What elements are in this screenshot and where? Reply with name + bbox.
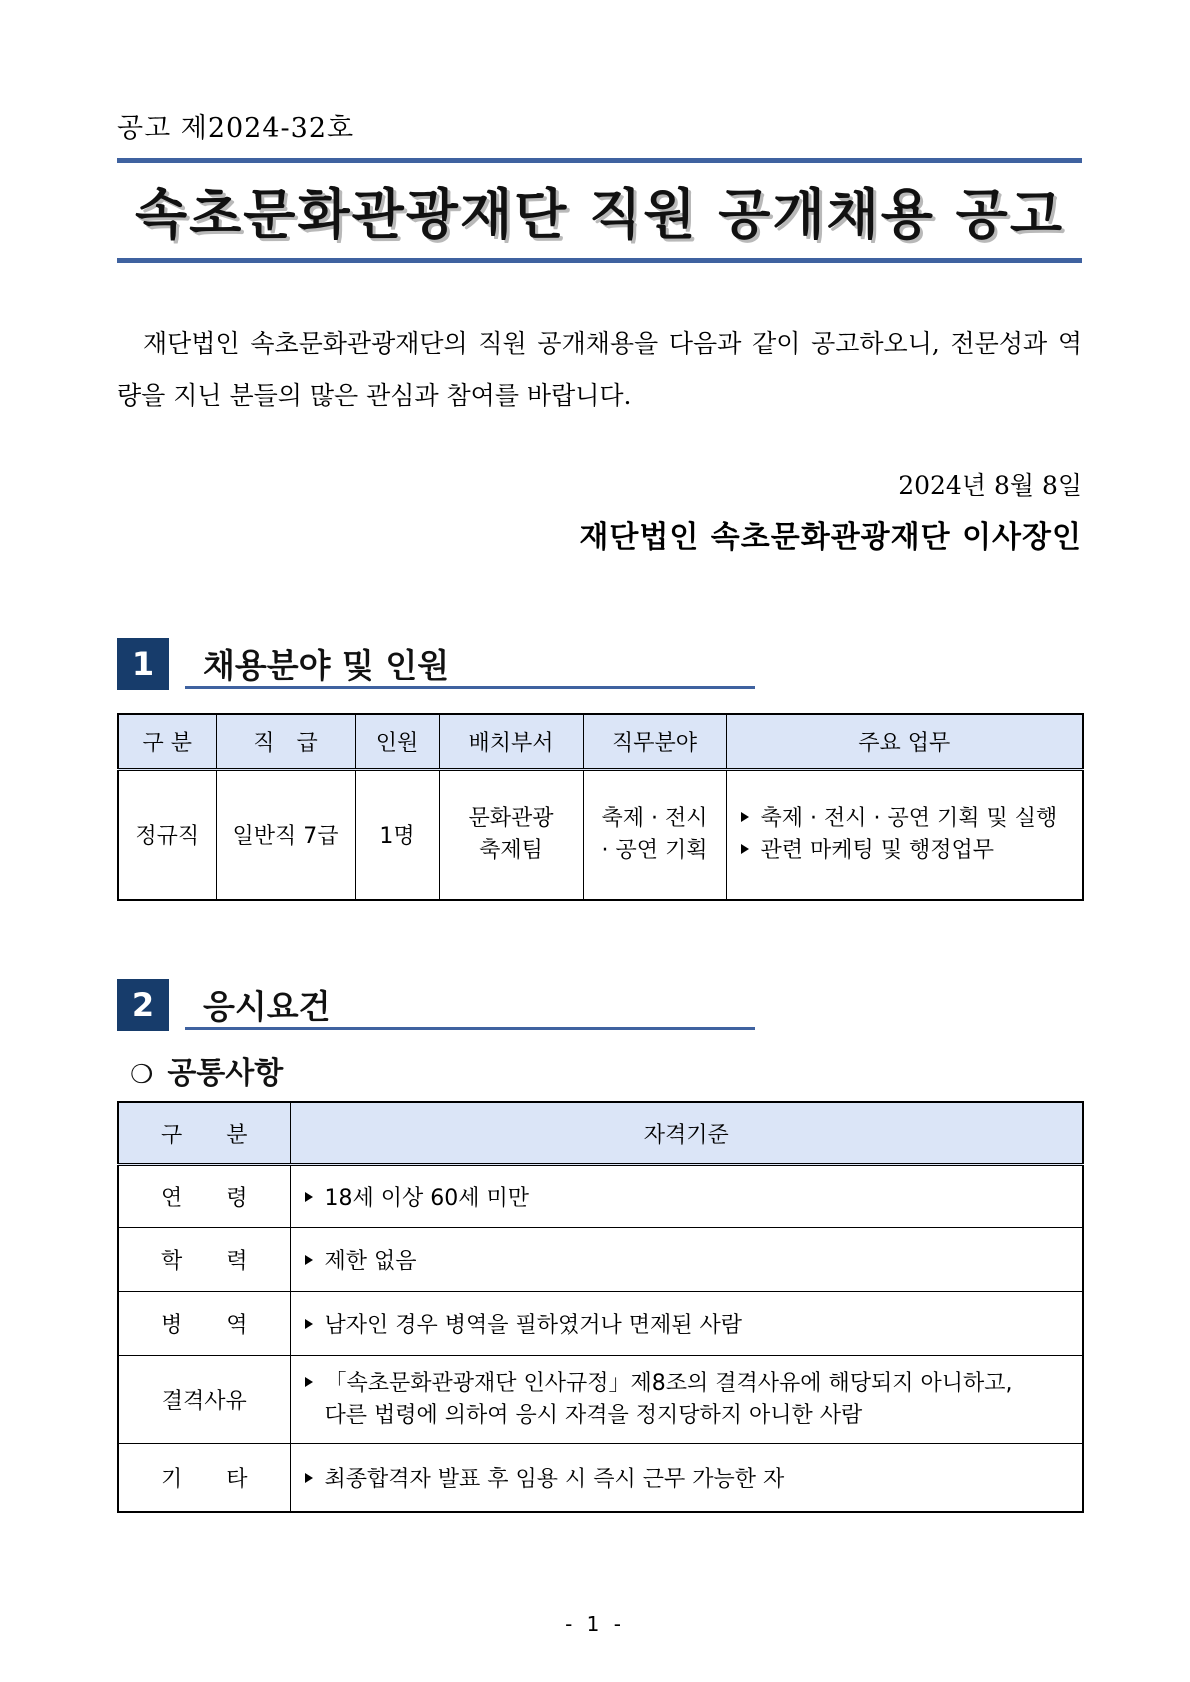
intro-paragraph: 재단법인 속초문화관광재단의 직원 공개채용을 다음과 같이 공고하오니, 전문성과 역량을 지닌 분들의 많은 관심과 참여를 바랍니다. — [117, 329, 1082, 410]
cell-duties — [726, 770, 1083, 900]
requirement-label: 연 령 — [118, 1165, 290, 1228]
subheading-common-requirements — [130, 1048, 283, 1092]
header-count: 인원 — [355, 714, 439, 770]
triangle-bullet-icon — [305, 1192, 313, 1202]
header-field: 직무분야 — [583, 714, 726, 770]
triangle-bullet-icon — [305, 1473, 313, 1483]
cell-count: 1명 — [355, 770, 439, 900]
section-2-heading — [117, 979, 757, 1031]
requirement-value — [290, 1356, 1083, 1444]
page-number: - 1 - — [565, 1612, 625, 1636]
triangle-bullet-icon — [305, 1319, 313, 1329]
header-grade: 직 급 — [216, 714, 355, 770]
requirement-text: 제한 없음 — [324, 1249, 417, 1274]
section-2-underline — [185, 1027, 755, 1030]
section-2-title: 응시요건 — [203, 987, 331, 1026]
notice-number: 공고 제2024-32호 — [117, 113, 355, 144]
header-item: 구 분 — [118, 1102, 290, 1165]
circle-bullet-icon: ❍ — [130, 1060, 154, 1090]
requirement-label: 기 타 — [118, 1444, 290, 1512]
requirement-line-2: 다른 법령에 의하여 응시 자격을 정지당하지 아니한 사람 — [324, 1402, 863, 1428]
organization-signature: 재단법인 속초문화관광재단 이사장인 — [579, 520, 1082, 555]
section-2-number: 2 — [117, 979, 169, 1031]
requirement-label: 결격사유 — [118, 1356, 290, 1444]
table-row — [118, 1228, 1083, 1292]
triangle-bullet-icon — [741, 844, 749, 854]
table-row — [118, 1356, 1083, 1444]
field-line-2: · 공연 기획 — [601, 837, 708, 863]
list-item — [741, 803, 1083, 835]
announcement-date: 2024년 8월 8일 — [898, 471, 1082, 500]
header-department: 배치부서 — [439, 714, 583, 770]
duty-text: 관련 마케팅 및 행정업무 — [760, 837, 995, 863]
requirement-text: 남자인 경우 병역을 필하였거나 면제된 사람 — [324, 1313, 743, 1338]
table-row — [118, 770, 1083, 900]
cell-field — [583, 770, 726, 900]
requirement-text: 18세 이상 60세 미만 — [324, 1186, 529, 1211]
section-1-title: 채용분야 및 인원 — [203, 646, 450, 685]
title-bottom-rule — [117, 258, 1082, 263]
triangle-bullet-icon — [305, 1377, 313, 1387]
cell-grade: 일반직 7급 — [216, 770, 355, 900]
requirements-header-row — [118, 1102, 1083, 1165]
subheading-text: 공통사항 — [167, 1056, 284, 1091]
department-line-1: 문화관광 — [468, 805, 554, 831]
requirement-value — [290, 1292, 1083, 1356]
requirement-line-1 — [305, 1368, 1083, 1400]
page-title: 속초문화관광재단 직원 공개채용 공고 — [134, 183, 1065, 246]
requirement-value — [290, 1228, 1083, 1292]
recruitment-table — [117, 713, 1084, 901]
triangle-bullet-icon — [305, 1255, 313, 1265]
section-1-heading — [117, 638, 757, 690]
requirements-table — [117, 1101, 1084, 1513]
header-criteria: 자격기준 — [290, 1102, 1083, 1165]
header-duties: 주요 업무 — [726, 714, 1083, 770]
title-top-rule — [117, 158, 1082, 163]
duty-text: 축제 · 전시 · 공연 기획 및 실행 — [760, 805, 1058, 831]
table-row — [118, 1292, 1083, 1356]
list-item — [741, 835, 1083, 867]
requirement-text: 최종합격자 발표 후 임용 시 즉시 근무 가능한 자 — [324, 1466, 785, 1492]
table-row — [118, 1165, 1083, 1228]
department-line-2: 축제팀 — [479, 837, 543, 863]
header-category: 구 분 — [118, 714, 216, 770]
requirement-value — [290, 1165, 1083, 1228]
requirement-label: 병 역 — [118, 1292, 290, 1356]
section-1-number: 1 — [117, 638, 169, 690]
table-row — [118, 1444, 1083, 1512]
requirement-text: 「속초문화관광재단 인사규정」제8조의 결격사유에 해당되지 아니하고, — [324, 1370, 1013, 1396]
field-line-1: 축제 · 전시 — [601, 805, 708, 831]
cell-category: 정규직 — [118, 770, 216, 900]
requirement-label: 학 력 — [118, 1228, 290, 1292]
requirement-value — [290, 1444, 1083, 1512]
triangle-bullet-icon — [741, 812, 749, 822]
cell-department — [439, 770, 583, 900]
section-1-underline — [185, 686, 755, 689]
recruitment-header-row — [118, 714, 1083, 770]
